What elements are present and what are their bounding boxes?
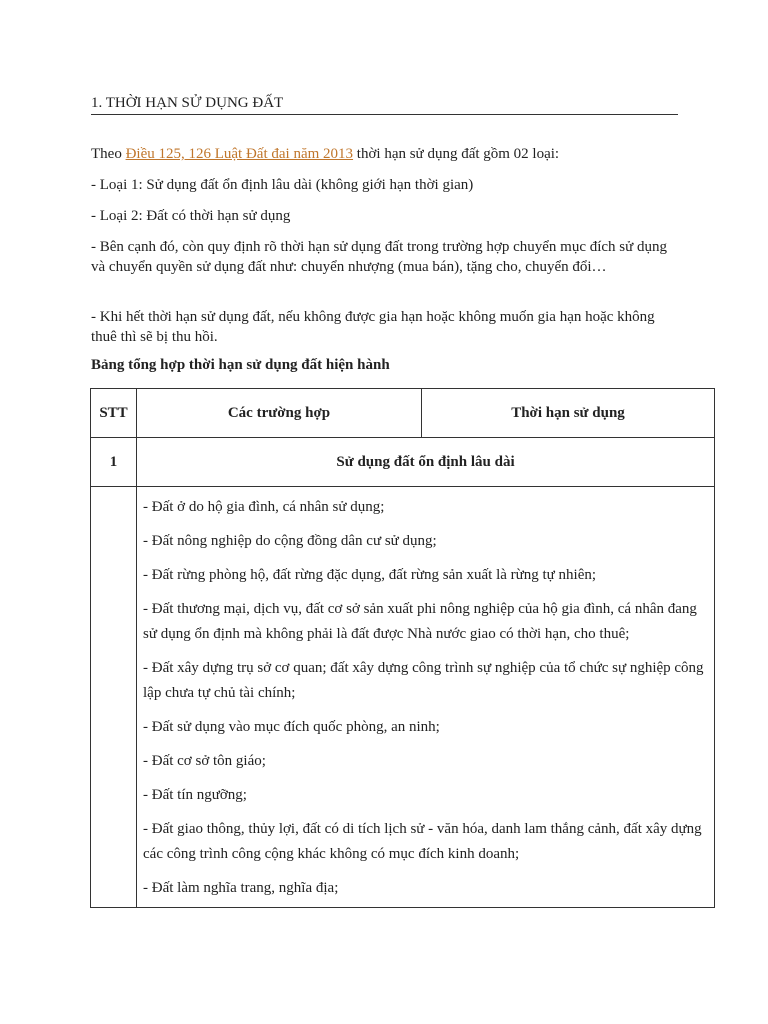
paragraph-transfer-note: - Bên cạnh đó, còn quy định rõ thời hạn sử dụng đất trong trường hợp chuyển mục đích sử dụng và chuyển quyền sử dụng đất như: chuyển nhượng (mua bán), tặng cho, chuyển đổi… bbox=[91, 239, 668, 275]
section-label: Sử dụng đất ổn định lâu dài bbox=[137, 438, 715, 487]
list-item: - Đất sử dụng vào mục đích quốc phòng, an ninh; bbox=[143, 719, 440, 735]
land-use-duration-table bbox=[90, 388, 715, 908]
intro-suffix: thời hạn sử dụng đất gồm 02 loại: bbox=[353, 146, 560, 162]
items-cell bbox=[137, 487, 715, 908]
table-header-row bbox=[91, 389, 715, 438]
table-items-row bbox=[91, 487, 715, 908]
header-cases: Các trường hợp bbox=[137, 389, 422, 438]
list-item: - Đất tín ngưỡng; bbox=[143, 787, 247, 803]
intro-paragraph bbox=[91, 144, 681, 164]
table-section-row bbox=[91, 438, 715, 487]
items-stt-cell bbox=[91, 487, 137, 908]
list-item: - Đất cơ sở tôn giáo; bbox=[143, 753, 266, 769]
paragraph-type-1: - Loại 1: Sử dụng đất ổn định lâu dài (không giới hạn thời gian) bbox=[91, 177, 474, 193]
intro-prefix: Theo bbox=[91, 146, 126, 162]
paragraph-type-2: - Loại 2: Đất có thời hạn sử dụng bbox=[91, 208, 291, 224]
list-item: - Đất ở do hộ gia đình, cá nhân sử dụng; bbox=[143, 499, 385, 515]
section-stt: 1 bbox=[91, 438, 137, 487]
list-item: - Đất xây dựng trụ sở cơ quan; đất xây dựng công trình sự nghiệp của tổ chức sự nghiệp công lập chưa tự chủ tài chính; bbox=[143, 660, 704, 701]
header-stt: STT bbox=[91, 389, 137, 438]
list-item: - Đất thương mại, dịch vụ, đất cơ sở sản xuất phi nông nghiệp của hộ gia đình, cá nhân đang sử dụng ổn định mà không phải là đất được Nhà nước giao có thời hạn, cho thuê; bbox=[143, 601, 697, 642]
section-heading: 1. THỜI HẠN SỬ DỤNG ĐẤT bbox=[91, 94, 678, 115]
table-title: Bảng tổng hợp thời hạn sử dụng đất hiện hành bbox=[91, 357, 390, 373]
list-item: - Đất giao thông, thủy lợi, đất có di tích lịch sử - văn hóa, danh lam thắng cảnh, đất xây dựng các công trình công cộng khác không có mục đích kinh doanh; bbox=[143, 821, 702, 862]
list-item: - Đất nông nghiệp do cộng đồng dân cư sử dụng; bbox=[143, 533, 437, 549]
list-item: - Đất rừng phòng hộ, đất rừng đặc dụng, đất rừng sản xuất là rừng tự nhiên; bbox=[143, 567, 597, 583]
list-item: - Đất làm nghĩa trang, nghĩa địa; bbox=[143, 880, 339, 896]
paragraph-expiry-note: - Khi hết thời hạn sử dụng đất, nếu không được gia hạn hoặc không muốn gia hạn hoặc không thuê thì sẽ bị thu hồi. bbox=[91, 309, 655, 345]
law-reference-link[interactable]: Điều 125, 126 Luật Đất đai năm 2013 bbox=[125, 146, 354, 162]
header-duration: Thời hạn sử dụng bbox=[422, 389, 715, 438]
